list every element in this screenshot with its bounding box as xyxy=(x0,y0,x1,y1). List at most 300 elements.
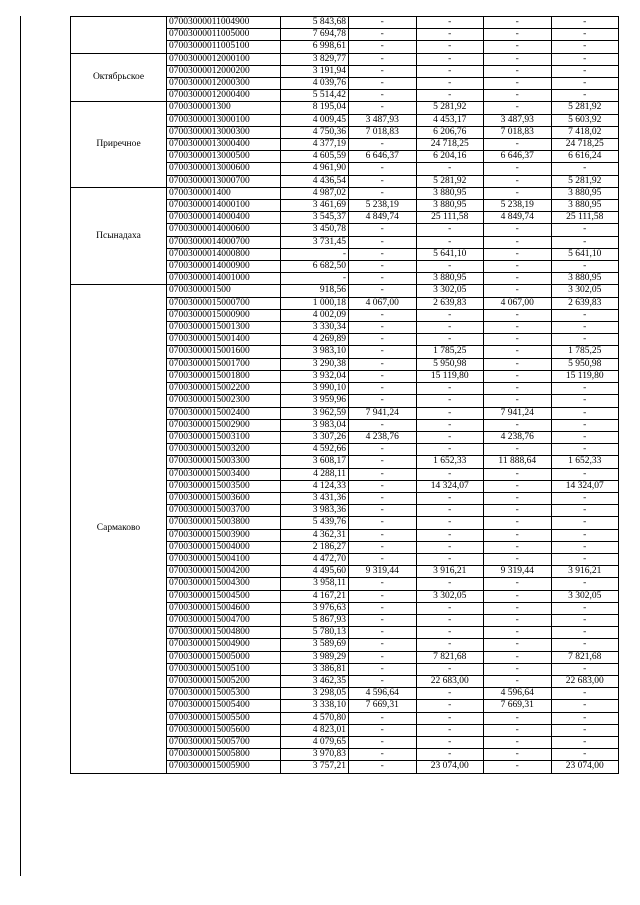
code-cell: 07003000015003800 xyxy=(167,517,281,529)
value-col6-cell: - xyxy=(551,505,619,517)
value-col3-cell: - xyxy=(349,309,417,321)
value-col5-cell: - xyxy=(484,675,552,687)
value-col5-cell: - xyxy=(484,749,552,761)
code-cell: 07003000015005800 xyxy=(167,749,281,761)
value-col4-cell: - xyxy=(416,41,484,53)
value-col5-cell: - xyxy=(484,651,552,663)
value-col5-cell: - xyxy=(484,480,552,492)
value-col3-cell: - xyxy=(349,541,417,553)
value-col4-cell: - xyxy=(416,224,484,236)
value-col6-cell: 7 821,68 xyxy=(551,651,619,663)
value-col4-cell: 1 652,33 xyxy=(416,456,484,468)
value-col3-cell: - xyxy=(349,273,417,285)
value-cell: 3 290,38 xyxy=(281,358,349,370)
value-col5-cell: 9 319,44 xyxy=(484,566,552,578)
value-col5-cell: - xyxy=(484,29,552,41)
code-cell: 07003000011004900 xyxy=(167,17,281,29)
value-col4-cell: - xyxy=(416,444,484,456)
value-col3-cell: 6 646,37 xyxy=(349,151,417,163)
value-col5-cell: - xyxy=(484,383,552,395)
value-col5-cell: - xyxy=(484,419,552,431)
value-col4-cell: - xyxy=(416,492,484,504)
value-col6-cell: 3 302,05 xyxy=(551,590,619,602)
value-cell: 3 608,17 xyxy=(281,456,349,468)
value-col5-cell: 7 941,24 xyxy=(484,407,552,419)
code-cell: 07003000015003600 xyxy=(167,492,281,504)
value-col3-cell: - xyxy=(349,175,417,187)
value-col4-cell: 3 302,05 xyxy=(416,285,484,297)
code-cell: 0700300001300 xyxy=(167,102,281,114)
value-col4-cell: - xyxy=(416,700,484,712)
value-col6-cell: - xyxy=(551,65,619,77)
value-cell: 3 307,26 xyxy=(281,431,349,443)
code-cell: 07003000014000600 xyxy=(167,224,281,236)
code-cell: 07003000014000100 xyxy=(167,200,281,212)
value-col3-cell: - xyxy=(349,322,417,334)
value-col5-cell: - xyxy=(484,541,552,553)
value-col5-cell: - xyxy=(484,139,552,151)
value-col5-cell: - xyxy=(484,346,552,358)
value-col6-cell: - xyxy=(551,602,619,614)
value-col5-cell: - xyxy=(484,395,552,407)
value-col6-cell: - xyxy=(551,529,619,541)
code-cell: 07003000013000300 xyxy=(167,126,281,138)
code-cell: 07003000014000400 xyxy=(167,212,281,224)
code-cell: 07003000012000400 xyxy=(167,90,281,102)
code-cell: 07003000015005600 xyxy=(167,724,281,736)
code-cell: 07003000015004800 xyxy=(167,627,281,639)
value-col6-cell: - xyxy=(551,492,619,504)
value-cell: 4 009,45 xyxy=(281,114,349,126)
value-col5-cell: 7 018,83 xyxy=(484,126,552,138)
value-col6-cell: - xyxy=(551,224,619,236)
value-col6-cell: - xyxy=(551,41,619,53)
value-cell: 4 472,70 xyxy=(281,553,349,565)
value-col5-cell: - xyxy=(484,590,552,602)
value-col5-cell: - xyxy=(484,163,552,175)
code-cell: 07003000015004700 xyxy=(167,614,281,626)
value-col6-cell: 1 652,33 xyxy=(551,456,619,468)
code-cell: 07003000015004500 xyxy=(167,590,281,602)
value-cell: 4 377,19 xyxy=(281,139,349,151)
value-col6-cell: - xyxy=(551,663,619,675)
code-cell: 07003000015002200 xyxy=(167,383,281,395)
value-cell: 3 450,78 xyxy=(281,224,349,236)
value-col5-cell: - xyxy=(484,444,552,456)
value-cell: 3 989,29 xyxy=(281,651,349,663)
value-col6-cell: - xyxy=(551,395,619,407)
value-col6-cell: 3 880,95 xyxy=(551,200,619,212)
value-col3-cell: - xyxy=(349,480,417,492)
value-col6-cell: 22 683,00 xyxy=(551,675,619,687)
code-cell: 07003000015005900 xyxy=(167,761,281,773)
value-col4-cell: - xyxy=(416,639,484,651)
value-col4-cell: 6 204,16 xyxy=(416,151,484,163)
value-col4-cell: - xyxy=(416,29,484,41)
value-cell: 4 592,66 xyxy=(281,444,349,456)
value-col3-cell: - xyxy=(349,517,417,529)
value-col3-cell: - xyxy=(349,163,417,175)
value-col6-cell: - xyxy=(551,431,619,443)
value-col5-cell: - xyxy=(484,358,552,370)
value-col3-cell: - xyxy=(349,529,417,541)
value-col4-cell: - xyxy=(416,541,484,553)
code-cell: 07003000013000600 xyxy=(167,163,281,175)
value-col5-cell: - xyxy=(484,187,552,199)
value-col5-cell: - xyxy=(484,663,552,675)
code-cell: 07003000015003700 xyxy=(167,505,281,517)
value-col5-cell: - xyxy=(484,468,552,480)
code-cell: 07003000015004600 xyxy=(167,602,281,614)
value-col4-cell: 7 821,68 xyxy=(416,651,484,663)
table-row xyxy=(71,187,619,199)
value-col6-cell: 3 880,95 xyxy=(551,187,619,199)
value-col4-cell: 24 718,25 xyxy=(416,139,484,151)
value-col5-cell: - xyxy=(484,285,552,297)
value-col6-cell: 15 119,80 xyxy=(551,370,619,382)
value-col6-cell: - xyxy=(551,700,619,712)
value-col3-cell: - xyxy=(349,17,417,29)
value-cell: 3 589,69 xyxy=(281,639,349,651)
value-col3-cell: 3 487,93 xyxy=(349,114,417,126)
code-cell: 07003000015005100 xyxy=(167,663,281,675)
value-col5-cell: 5 238,19 xyxy=(484,200,552,212)
value-col4-cell: - xyxy=(416,334,484,346)
value-cell: 3 983,04 xyxy=(281,419,349,431)
code-cell: 07003000015001800 xyxy=(167,370,281,382)
value-col6-cell: - xyxy=(551,444,619,456)
value-col3-cell: - xyxy=(349,187,417,199)
value-col4-cell: - xyxy=(416,309,484,321)
code-cell: 0700300001500 xyxy=(167,285,281,297)
value-col3-cell: - xyxy=(349,590,417,602)
value-col6-cell: - xyxy=(551,627,619,639)
value-col4-cell: - xyxy=(416,322,484,334)
value-col3-cell: - xyxy=(349,90,417,102)
value-col6-cell: - xyxy=(551,749,619,761)
code-cell: 07003000013000400 xyxy=(167,139,281,151)
value-col4-cell: 5 641,10 xyxy=(416,248,484,260)
code-cell: 07003000015005500 xyxy=(167,712,281,724)
code-cell: 07003000011005000 xyxy=(167,29,281,41)
value-cell: 3 386,81 xyxy=(281,663,349,675)
value-col5-cell: - xyxy=(484,627,552,639)
value-col3-cell: - xyxy=(349,749,417,761)
value-col4-cell: 6 206,76 xyxy=(416,126,484,138)
value-col5-cell: - xyxy=(484,761,552,773)
value-col3-cell: - xyxy=(349,456,417,468)
value-cell: 3 829,77 xyxy=(281,53,349,65)
settlement-name-cell: Псынадаха xyxy=(71,187,167,285)
code-cell: 07003000015003100 xyxy=(167,431,281,443)
value-col5-cell: 4 596,64 xyxy=(484,688,552,700)
value-col6-cell: 24 718,25 xyxy=(551,139,619,151)
value-col3-cell: - xyxy=(349,602,417,614)
value-col5-cell: - xyxy=(484,639,552,651)
value-col6-cell: - xyxy=(551,383,619,395)
value-cell: - xyxy=(281,273,349,285)
value-col6-cell: - xyxy=(551,322,619,334)
value-col4-cell: - xyxy=(416,90,484,102)
code-cell: 07003000015001300 xyxy=(167,322,281,334)
left-border-line xyxy=(20,16,21,876)
value-col6-cell: - xyxy=(551,639,619,651)
code-cell: 07003000014000700 xyxy=(167,236,281,248)
value-col4-cell: - xyxy=(416,517,484,529)
value-cell: 5 867,93 xyxy=(281,614,349,626)
value-col6-cell: - xyxy=(551,614,619,626)
value-col6-cell: - xyxy=(551,419,619,431)
value-col3-cell: - xyxy=(349,29,417,41)
value-cell: 6 682,50 xyxy=(281,261,349,273)
code-cell: 07003000015005400 xyxy=(167,700,281,712)
value-col6-cell: - xyxy=(551,17,619,29)
value-col4-cell: - xyxy=(416,736,484,748)
value-col6-cell: 5 950,98 xyxy=(551,358,619,370)
value-col4-cell: - xyxy=(416,614,484,626)
value-col6-cell: - xyxy=(551,334,619,346)
value-col3-cell: - xyxy=(349,614,417,626)
value-cell: 4 436,54 xyxy=(281,175,349,187)
value-col3-cell: - xyxy=(349,639,417,651)
value-col4-cell: - xyxy=(416,78,484,90)
value-col3-cell: 9 319,44 xyxy=(349,566,417,578)
value-col6-cell: - xyxy=(551,29,619,41)
code-cell: 07003000015003900 xyxy=(167,529,281,541)
value-col3-cell: - xyxy=(349,663,417,675)
value-col4-cell: - xyxy=(416,17,484,29)
value-col4-cell: - xyxy=(416,553,484,565)
value-col4-cell: - xyxy=(416,261,484,273)
value-col4-cell: 5 281,92 xyxy=(416,102,484,114)
value-col3-cell: - xyxy=(349,444,417,456)
value-col6-cell: - xyxy=(551,53,619,65)
value-col3-cell: - xyxy=(349,419,417,431)
value-col3-cell: - xyxy=(349,370,417,382)
value-cell: 4 961,90 xyxy=(281,163,349,175)
value-col6-cell: 2 639,83 xyxy=(551,297,619,309)
settlement-name-cell: Приречное xyxy=(71,102,167,187)
value-col3-cell: - xyxy=(349,41,417,53)
value-cell: 3 731,45 xyxy=(281,236,349,248)
value-col4-cell: - xyxy=(416,431,484,443)
value-col6-cell: - xyxy=(551,541,619,553)
code-cell: 07003000013000500 xyxy=(167,151,281,163)
value-col6-cell: - xyxy=(551,688,619,700)
value-col4-cell: - xyxy=(416,163,484,175)
value-col6-cell: - xyxy=(551,712,619,724)
value-col3-cell: - xyxy=(349,712,417,724)
value-col4-cell: 2 639,83 xyxy=(416,297,484,309)
cadastral-value-table xyxy=(70,16,619,774)
value-col3-cell: - xyxy=(349,236,417,248)
value-col5-cell: - xyxy=(484,90,552,102)
value-col5-cell: 7 669,31 xyxy=(484,700,552,712)
value-cell: 4 750,36 xyxy=(281,126,349,138)
code-cell: 07003000012000200 xyxy=(167,65,281,77)
value-col3-cell: 5 238,19 xyxy=(349,200,417,212)
value-col5-cell: - xyxy=(484,492,552,504)
code-cell: 07003000013000700 xyxy=(167,175,281,187)
value-col4-cell: 23 074,00 xyxy=(416,761,484,773)
code-cell: 07003000015001700 xyxy=(167,358,281,370)
value-cell: 4 002,09 xyxy=(281,309,349,321)
value-col4-cell: 25 111,58 xyxy=(416,212,484,224)
code-cell: 07003000015000900 xyxy=(167,309,281,321)
value-cell: 3 990,10 xyxy=(281,383,349,395)
value-col3-cell: - xyxy=(349,261,417,273)
code-cell: 07003000014001000 xyxy=(167,273,281,285)
value-col5-cell: - xyxy=(484,261,552,273)
value-cell: 7 694,78 xyxy=(281,29,349,41)
value-col3-cell: 4 067,00 xyxy=(349,297,417,309)
value-col6-cell: - xyxy=(551,578,619,590)
value-col3-cell: 4 596,64 xyxy=(349,688,417,700)
value-col6-cell: - xyxy=(551,261,619,273)
value-col6-cell: 1 785,25 xyxy=(551,346,619,358)
code-cell: 07003000012000100 xyxy=(167,53,281,65)
value-col3-cell: - xyxy=(349,346,417,358)
value-col3-cell: 4 238,76 xyxy=(349,431,417,443)
value-col3-cell: - xyxy=(349,53,417,65)
value-col5-cell: - xyxy=(484,602,552,614)
value-col6-cell: 14 324,07 xyxy=(551,480,619,492)
settlement-name-cell xyxy=(71,17,167,54)
code-cell: 07003000013000100 xyxy=(167,114,281,126)
value-col4-cell: 4 453,17 xyxy=(416,114,484,126)
value-col3-cell: - xyxy=(349,492,417,504)
value-col4-cell: - xyxy=(416,505,484,517)
code-cell: 07003000014000900 xyxy=(167,261,281,273)
value-col4-cell: 3 880,95 xyxy=(416,187,484,199)
code-cell: 07003000015002300 xyxy=(167,395,281,407)
value-col3-cell: 7 941,24 xyxy=(349,407,417,419)
value-cell: 3 462,35 xyxy=(281,675,349,687)
value-col5-cell: 11 888,64 xyxy=(484,456,552,468)
value-col5-cell: - xyxy=(484,370,552,382)
value-col6-cell: - xyxy=(551,736,619,748)
value-cell: 3 983,10 xyxy=(281,346,349,358)
value-col5-cell: - xyxy=(484,553,552,565)
value-col5-cell: - xyxy=(484,724,552,736)
table-body xyxy=(71,17,619,774)
value-col5-cell: 6 646,37 xyxy=(484,151,552,163)
value-col6-cell: - xyxy=(551,407,619,419)
value-col5-cell: - xyxy=(484,322,552,334)
value-col3-cell: - xyxy=(349,358,417,370)
value-col5-cell: - xyxy=(484,224,552,236)
value-cell: 3 958,11 xyxy=(281,578,349,590)
value-col5-cell: - xyxy=(484,334,552,346)
code-cell: 07003000015003300 xyxy=(167,456,281,468)
code-cell: 07003000015003400 xyxy=(167,468,281,480)
value-cell: 3 959,96 xyxy=(281,395,349,407)
code-cell: 07003000014000800 xyxy=(167,248,281,260)
value-col5-cell: - xyxy=(484,273,552,285)
value-col5-cell: - xyxy=(484,41,552,53)
value-cell: 4 495,60 xyxy=(281,566,349,578)
value-cell: 3 976,63 xyxy=(281,602,349,614)
code-cell: 07003000015004900 xyxy=(167,639,281,651)
value-col3-cell: - xyxy=(349,78,417,90)
value-col5-cell: 4 849,74 xyxy=(484,212,552,224)
settlement-name-cell: Октябрьское xyxy=(71,53,167,102)
value-cell: 3 757,21 xyxy=(281,761,349,773)
value-cell: 4 269,89 xyxy=(281,334,349,346)
value-col3-cell: - xyxy=(349,383,417,395)
value-col4-cell: 5 281,92 xyxy=(416,175,484,187)
code-cell: 07003000015002400 xyxy=(167,407,281,419)
code-cell: 07003000015005200 xyxy=(167,675,281,687)
code-cell: 07003000015001600 xyxy=(167,346,281,358)
value-col4-cell: - xyxy=(416,602,484,614)
value-col4-cell: - xyxy=(416,712,484,724)
value-col4-cell: - xyxy=(416,468,484,480)
value-cell: 5 843,68 xyxy=(281,17,349,29)
table-row xyxy=(71,53,619,65)
value-col4-cell: - xyxy=(416,688,484,700)
value-col5-cell: - xyxy=(484,102,552,114)
value-col6-cell: - xyxy=(551,309,619,321)
value-cell: 4 987,02 xyxy=(281,187,349,199)
value-cell: 2 186,27 xyxy=(281,541,349,553)
code-cell: 07003000015003500 xyxy=(167,480,281,492)
value-col4-cell: 14 324,07 xyxy=(416,480,484,492)
value-col4-cell: - xyxy=(416,236,484,248)
value-col3-cell: - xyxy=(349,334,417,346)
value-cell: 4 823,01 xyxy=(281,724,349,736)
table-row xyxy=(71,102,619,114)
value-col5-cell: - xyxy=(484,517,552,529)
value-col5-cell: 4 067,00 xyxy=(484,297,552,309)
value-col6-cell: 6 616,24 xyxy=(551,151,619,163)
value-cell: 3 962,59 xyxy=(281,407,349,419)
value-col5-cell: - xyxy=(484,236,552,248)
value-col3-cell: - xyxy=(349,724,417,736)
code-cell: 07003000015004300 xyxy=(167,578,281,590)
value-col5-cell: - xyxy=(484,505,552,517)
code-cell: 07003000015005700 xyxy=(167,736,281,748)
value-col4-cell: 5 950,98 xyxy=(416,358,484,370)
value-col5-cell: - xyxy=(484,309,552,321)
value-cell: - xyxy=(281,248,349,260)
value-col6-cell: 7 418,02 xyxy=(551,126,619,138)
value-col5-cell: - xyxy=(484,175,552,187)
value-cell: 4 039,76 xyxy=(281,78,349,90)
value-cell: 3 932,04 xyxy=(281,370,349,382)
value-col4-cell: - xyxy=(416,383,484,395)
value-col3-cell: - xyxy=(349,736,417,748)
code-cell: 07003000015000700 xyxy=(167,297,281,309)
value-col6-cell: - xyxy=(551,90,619,102)
value-col4-cell: 15 119,80 xyxy=(416,370,484,382)
value-col4-cell: 3 880,95 xyxy=(416,200,484,212)
value-col5-cell: - xyxy=(484,53,552,65)
value-col4-cell: 3 880,95 xyxy=(416,273,484,285)
value-cell: 3 970,83 xyxy=(281,749,349,761)
value-cell: 3 461,69 xyxy=(281,200,349,212)
code-cell: 07003000015004200 xyxy=(167,566,281,578)
value-col3-cell: - xyxy=(349,395,417,407)
value-col3-cell: - xyxy=(349,102,417,114)
value-col3-cell: 7 018,83 xyxy=(349,126,417,138)
value-col4-cell: - xyxy=(416,53,484,65)
value-col6-cell: - xyxy=(551,517,619,529)
value-col3-cell: 7 669,31 xyxy=(349,700,417,712)
code-cell: 07003000015002900 xyxy=(167,419,281,431)
value-col6-cell: - xyxy=(551,468,619,480)
code-cell: 07003000011005100 xyxy=(167,41,281,53)
